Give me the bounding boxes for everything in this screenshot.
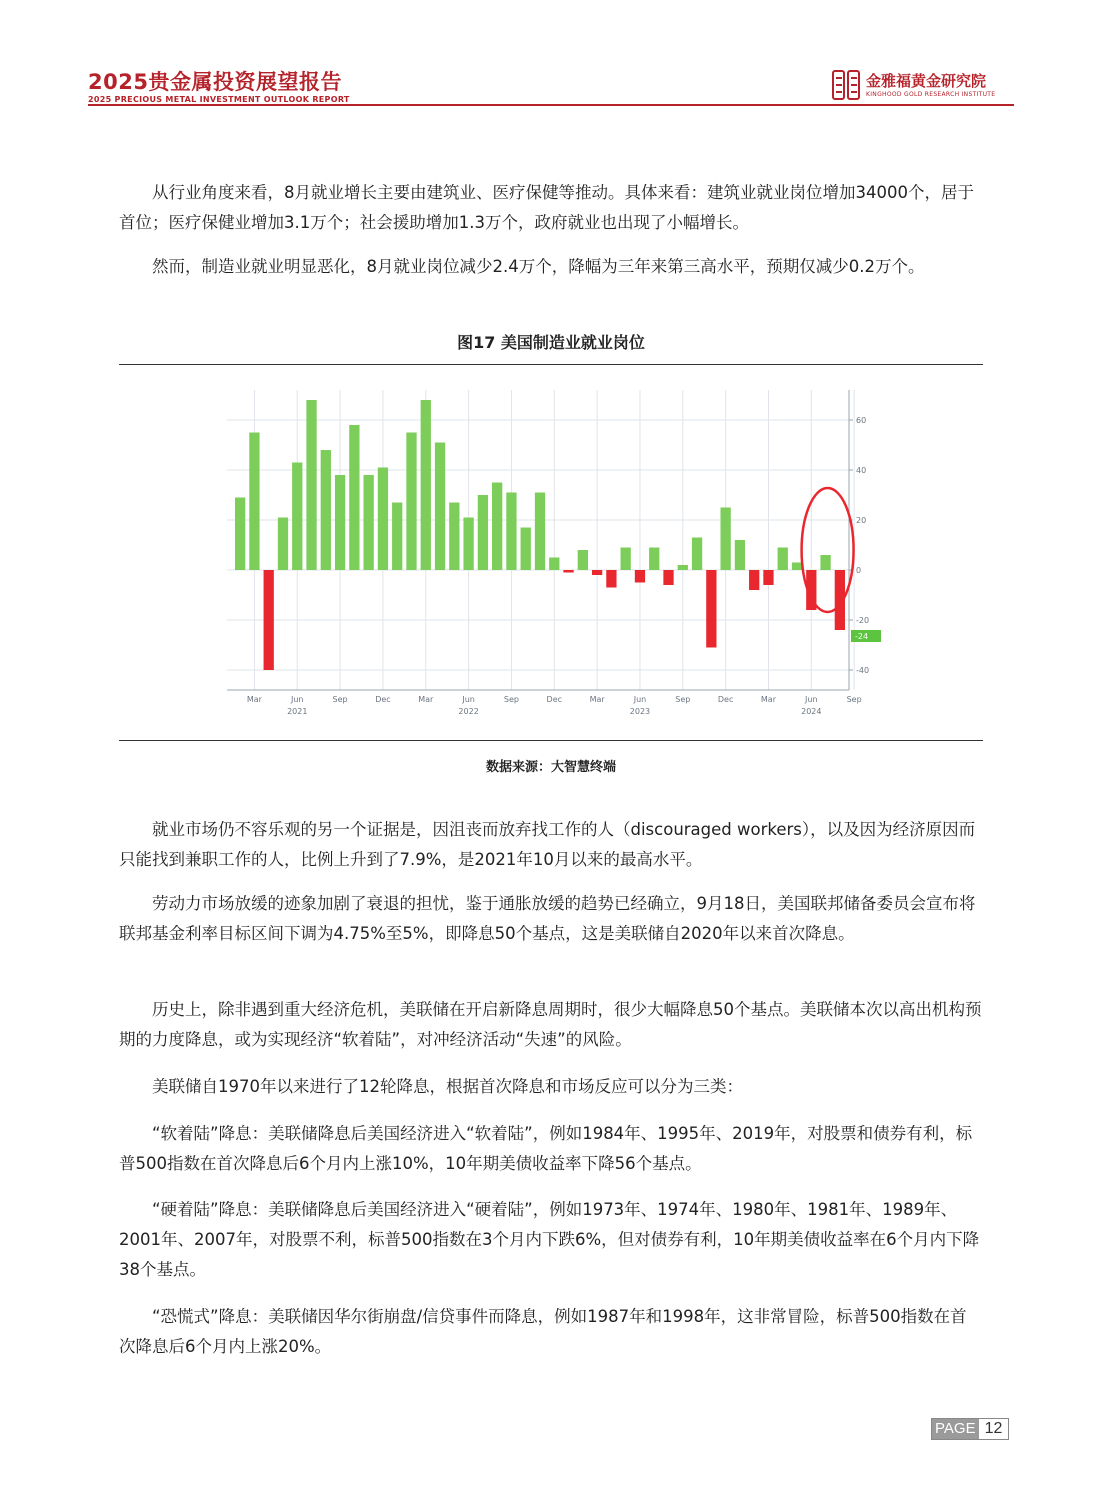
chart-bar: [720, 508, 730, 571]
chart-bar: [292, 463, 302, 571]
year-label: 2023: [629, 707, 651, 716]
page-header: [0, 0, 1102, 110]
chart-bar: [378, 468, 388, 571]
chart-bar: [578, 550, 588, 570]
chart-bar: [306, 400, 316, 570]
y-tick-label: -40: [856, 666, 870, 675]
institute-subtitle: KINGHOOD GOLD RESEARCH INSTITUTE: [866, 91, 996, 98]
chart-bar: [692, 538, 702, 571]
chart-bar: [492, 483, 502, 571]
paragraph: 从行业角度来看，8月就业增长主要由建筑业、医疗保健等推动。具体来看：建筑业就业岗位增加34000个，居于首位；医疗保健业增加3.1万个；社会援助增加1.3万个，政府就业也出现了小幅增长。: [119, 183, 974, 232]
chart-bar: [749, 570, 759, 590]
chart-bar: [521, 528, 531, 571]
chart-bar: [506, 493, 516, 571]
x-tick-label: Jun: [291, 695, 304, 704]
paragraph: “硬着陆”降息：美联储降息后美国经济进入“硬着陆”，例如1973年、1974年、1980年、1981年、1989年、2001年、2007年，对股票不利，标普500指数在3个月内下跌6%，但对债券有利，10年期美债收益率在6个月内下降38个基点。: [119, 1200, 980, 1279]
chart-bar: [335, 475, 345, 570]
y-tick-label: 60: [856, 416, 867, 425]
chart-bar: [635, 570, 645, 583]
chart-bar: [364, 475, 374, 570]
x-tick-label: Mar: [418, 695, 434, 704]
chart-bar: [449, 503, 459, 571]
header-rule: [88, 104, 1014, 106]
x-tick-label: Sep: [846, 695, 862, 704]
paragraph: “软着陆”降息：美联储降息后美国经济进入“软着陆”，例如1984年、1995年、2019年，对股票和债券有利，标普500指数在首次降息后6个月内上涨10%，10年期美债收益率下降56个基点。: [119, 1124, 973, 1173]
chart-bar: [678, 565, 688, 570]
chart-bar: [349, 425, 359, 570]
chart-bar: [621, 548, 631, 571]
chart-bar: [549, 558, 559, 571]
x-tick-label: Jun: [805, 695, 818, 704]
page-label: PAGE: [932, 1419, 979, 1439]
year-label: 2021: [287, 707, 308, 716]
chart-bar: [820, 555, 830, 570]
paragraph: 就业市场仍不容乐观的另一个证据是，因沮丧而放弃找工作的人（discouraged workers），以及因为经济原因而只能找到兼职工作的人，比例上升到了7.9%，是2021年10月以来的最高水平。: [119, 820, 976, 869]
chart-bar: [249, 433, 259, 571]
x-tick-label: Mar: [246, 695, 262, 704]
chart-bar: [321, 450, 331, 570]
page-value: 12: [979, 1419, 1009, 1439]
chart-bar: [406, 433, 416, 571]
x-tick-label: Dec: [546, 695, 563, 704]
y-tick-label: 20: [856, 516, 867, 525]
report-subtitle: 2025 PRECIOUS METAL INVESTMENT OUTLOOK REPORT: [88, 95, 350, 104]
chart-bar: [478, 495, 488, 570]
chart-bar: [663, 570, 673, 585]
chart-bar: [778, 548, 788, 571]
chart-bar: [606, 570, 616, 588]
x-tick-label: Jun: [633, 695, 647, 704]
paragraph: 然而，制造业就业明显恶化，8月就业岗位减少2.4万个，降幅为三年来第三高水平，预期仅减少0.2万个。: [152, 257, 925, 276]
year-label: 2022: [458, 707, 479, 716]
x-tick-label: Mar: [760, 695, 777, 704]
chart-bar: [763, 570, 773, 585]
highlight-circle: [802, 488, 854, 612]
chart-bar: [649, 548, 659, 571]
paragraph: 历史上，除非遇到重大经济危机，美联储在开启新降息周期时，很少大幅降息50个基点。美联储本次以高出机构预期的力度降息，或为实现经济“软着陆”，对冲经济活动“失速”的风险。: [119, 1000, 982, 1049]
y-tick-label: 40: [856, 466, 867, 475]
institute-name: 金雅福黄金研究院: [866, 72, 987, 90]
figure-source: 数据来源：大智慧终端: [485, 760, 616, 775]
chart-bar: [421, 400, 431, 570]
y-tick-label: 0: [856, 566, 862, 575]
last-value-label: -24: [855, 632, 869, 641]
chart-bar: [592, 570, 602, 575]
chart-bar: [563, 570, 573, 573]
figure-top-rule: [119, 364, 983, 365]
year-label: 2024: [801, 707, 822, 716]
x-tick-label: Sep: [675, 695, 691, 704]
report-title: 2025贵金属投资展望报告: [88, 70, 342, 94]
chart-bar: [463, 518, 473, 571]
page-number: [931, 1418, 1009, 1440]
x-tick-label: Jun: [462, 695, 475, 704]
x-tick-label: Sep: [332, 695, 348, 704]
paragraph: 劳动力市场放缓的迹象加剧了衰退的担忧，鉴于通胀放缓的趋势已经确立，9月18日，美国联邦储备委员会宣布将联邦基金利率目标区间下调为4.75%至5%，即降息50个基点，这是美联储自2020年以来首次降息。: [119, 894, 976, 943]
chart-bar: [792, 563, 802, 571]
chart-bar: [264, 570, 274, 670]
x-tick-label: Mar: [589, 695, 605, 704]
paragraph: “恐慌式”降息：美联储因华尔街崩盘/信贷事件而降息，例如1987年和1998年，这非常冒险，标普500指数在首次降息后6个月内上涨20%。: [119, 1307, 967, 1356]
chart-bar: [535, 493, 545, 571]
manufacturing-jobs-chart: [219, 384, 881, 720]
figure-bottom-rule: [119, 740, 983, 741]
paragraph: 美联储自1970年以来进行了12轮降息，根据首次降息和市场反应可以分为三类：: [152, 1077, 743, 1096]
x-tick-label: Dec: [375, 695, 391, 704]
figure-title: 图17 美国制造业就业岗位: [457, 333, 645, 352]
chart-bar: [735, 540, 745, 570]
chart-bar: [435, 443, 445, 571]
chart-bar: [235, 498, 245, 571]
x-tick-label: Sep: [503, 695, 519, 704]
x-tick-label: Dec: [717, 695, 734, 704]
y-tick-label: -20: [856, 616, 870, 625]
chart-bar: [278, 518, 288, 571]
institute-logo-icon: [832, 70, 860, 100]
chart-bar: [392, 503, 402, 571]
chart-bar: [706, 570, 716, 648]
